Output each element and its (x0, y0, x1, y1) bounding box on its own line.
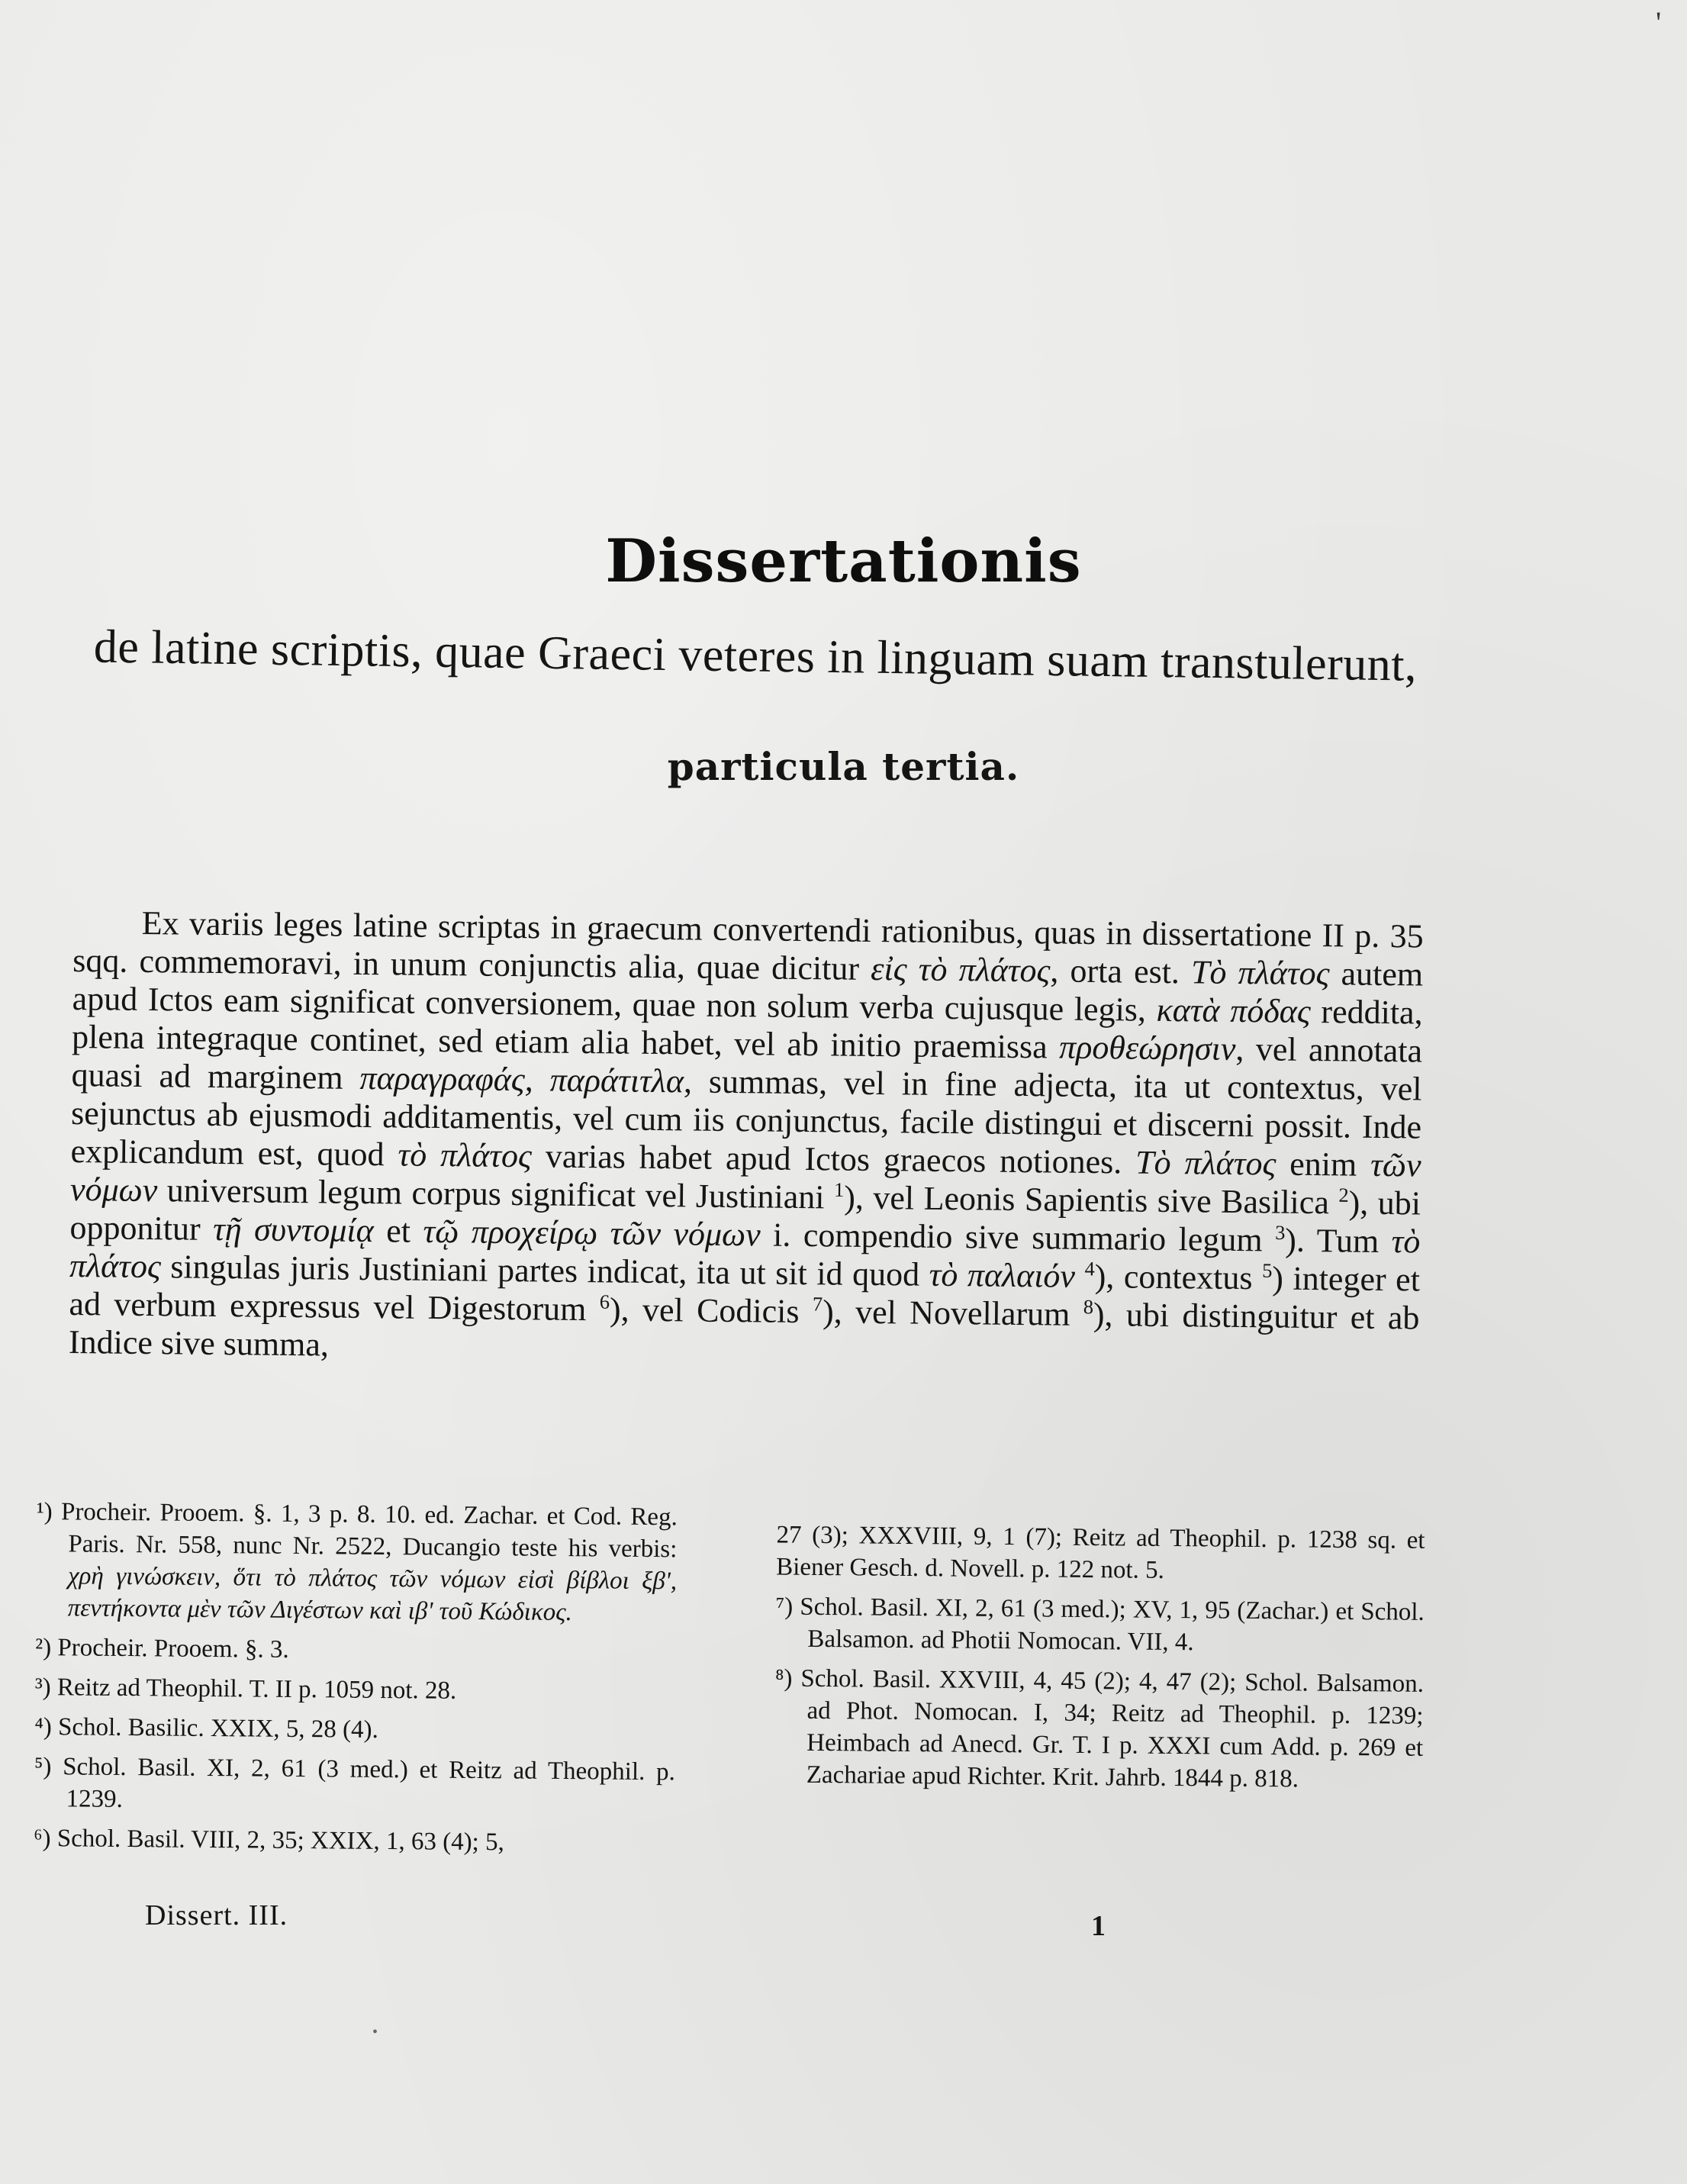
footnote-mark: ⁴) (34, 1712, 53, 1741)
text-run: singulas juris Justiniani partes indicat, ita ut sit id quod (170, 1248, 920, 1293)
signature-mark: Dissert. III. (145, 1899, 288, 1931)
text-run: , vel Leonis Sapientis sive Basilica (855, 1178, 1330, 1222)
greek-term: κατὰ πόδας (1156, 991, 1312, 1030)
footnote-mark: ⁷) (775, 1593, 794, 1621)
greek-term: τὸ πλάτος (69, 1222, 1421, 1286)
footnote-text: Schol. Basil. XI, 2, 61 (3 med.) et Reitz ad Theophil. p. 1239. (63, 1753, 676, 1813)
footnote-6-continued (776, 1519, 1425, 1588)
footnote-text: Procheir. Prooem. §. 1, 3 p. 8. 10. ed. Zachar. et Cod. Reg. Paris. Nr. 558, nunc Nr. 2522, Ducangio teste his verbis: (60, 1498, 678, 1564)
text-run: ), contextus (1094, 1258, 1253, 1297)
text-run: ), ubi opponitur (69, 1184, 1421, 1248)
text-run: ), ubi distinguitur et ab Indice sive summa, (68, 1296, 1420, 1364)
footnotes-right-column (774, 1502, 1425, 1873)
footnote-6 (34, 1822, 674, 1860)
text-run: autem apud Ictos eam significat conversionem, quae non solum verba cujusque legis, (72, 955, 1424, 1029)
footnotes (34, 1496, 1425, 1874)
footnote-text: Procheir. Prooem. §. 3. (57, 1634, 289, 1664)
footnotes-left-column (34, 1496, 678, 1867)
footnote-text: Schol. Basil. VIII, 2, 35; XXIX, 1, 63 (4); 5, (56, 1825, 504, 1857)
footnote-5 (34, 1751, 675, 1820)
footnote-8 (774, 1662, 1424, 1796)
text-run: reddita, plena integraque continet, sed etiam alia habet, vel ab initio praemissa (71, 993, 1423, 1066)
page-title: Dissertationis (605, 527, 1082, 596)
footnote-mark: ¹) (36, 1497, 53, 1526)
text-run: ), vel Codicis (609, 1290, 800, 1330)
footnote-2 (35, 1632, 676, 1669)
footnote-3 (35, 1671, 676, 1709)
footnote-4 (34, 1711, 675, 1748)
ink-speck: • (372, 2024, 378, 2041)
footnote-ref: 7 (812, 1292, 823, 1316)
text-run: et (385, 1212, 411, 1250)
text-run: enim (1289, 1145, 1357, 1184)
footnote-mark: ³) (34, 1673, 51, 1702)
greek-term: Τὸ πλάτος (1135, 1143, 1277, 1183)
footnote-text: Reitz ad Theophil. T. II p. 1059 not. 28. (56, 1673, 457, 1705)
text-run: ), vel Novellarum (822, 1293, 1070, 1333)
greek-term: τὸ πλάτος (398, 1135, 533, 1175)
footnote-mark: ⁶) (33, 1824, 51, 1853)
greek-term: Τὸ πλάτος (1190, 953, 1330, 993)
footnote-1 (36, 1496, 678, 1629)
footnote-ref: 2 (1338, 1183, 1349, 1206)
greek-term: τῇ συντομίᾳ (212, 1210, 375, 1250)
greek-term: τῶν νόμων (69, 1145, 1421, 1210)
text-run: ) integer et ad verbum expressus vel Digestorum (69, 1259, 1421, 1329)
main-paragraph: Ex variis leges latine scriptas in graecum convertendi rationibus, quas in dissertatione II p. 35 sqq. commemoravi, in unum conjunctis alia, quae dicitur εἰς τὸ πλάτος, orta est. Τὸ πλάτος autem apud Ictos eam significat conversionem, quae non solum verba cujusque legis, κατὰ πόδας reddita, plena integraque continet, sed etiam alia habet, vel ab initio praemissa προθεώρησιν, vel annotata quasi ad marginem παραγραφάς, παράτιτλα, summas, vel in fine adjecta, ita ut contextus, vel sejunctus ab ejusmodi additamentis, vel cum iis conjunctus, facile distingui et discerni possit. Inde explicandum est, quod τὸ πλάτος varias habet apud Ictos graecos notiones. Τὸ πλάτος enim τῶν νόμων universum legum corpus significat vel Justiniani $^1$), vel Leonis Sapientis sive Basilica $^2$), ubi opponitur τῇ συντομίᾳ et τῷ προχείρῳ τῶν νόμων i. compendio sive summario legum $^3$). Tum τὸ πλάτος singulas juris Justiniani partes indicat, ita ut sit id quod τὸ παλαιόν $^4$), contextus $^5$) integer et ad verbum expressus vel Digestorum $^6$), vel Codicis $^7$), vel Novellarum $^8$), ubi distinguitur et ab Indice sive summa, (68, 904, 1424, 1364)
footnote-ref: 6 (599, 1290, 610, 1313)
footnote-ref: 1 (833, 1177, 845, 1201)
greek-term: προθεώρησιν (1058, 1028, 1236, 1068)
text-run: , orta est. (1050, 952, 1180, 991)
footnote-text: 27 (3); XXXVIII, 9, 1 (7); Reitz ad Theophil. p. 1238 sq. et Biener Gesch. d. Novell. p. 122 not. 5. (776, 1521, 1425, 1584)
footnote-ref: 3 (1275, 1220, 1286, 1245)
section-heading: particula tertia. (667, 744, 1020, 789)
text-run: Ex variis leges latine scriptas in graecum convertendi rationibus, quas in dissertatione II p. 35 sqq. commemoravi, in unum conjunctis alia, quae dicitur (72, 904, 1424, 987)
footnote-mark: ⁵) (34, 1752, 52, 1781)
greek-term: εἰς τὸ πλάτος (870, 949, 1051, 990)
page-number: 1 (1091, 1910, 1106, 1942)
subtitle: de latine scriptis, quae Graeci veteres in linguam suam transtulerunt, (93, 620, 1418, 691)
corner-mark: ' (1656, 5, 1662, 40)
footnote-text: Schol. Basil. XI, 2, 61 (3 med.); XV, 1, 95 (Zachar.) et Schol. Balsamon. ad Photii Nomocan. VII, 4. (800, 1593, 1425, 1657)
footnote-ref: 5 (1262, 1258, 1273, 1282)
footnote-greek: χρὴ γινώσκειν, ὅτι τὸ πλάτος τῶν νόμων εἰσὶ βίβλοι ξβ', πεντήκοντα μὲν τῶν Διγέστων καὶ ιβ' τοῦ Κώδικος. (67, 1562, 678, 1627)
text-run: , vel annotata quasi ad marginem (71, 1029, 1423, 1097)
text-run: i. compendio sive summario legum (772, 1216, 1263, 1259)
footnote-mark: ⁸) (774, 1664, 793, 1693)
text-run: varias habet apud Ictos graecos notiones. (545, 1137, 1122, 1181)
footnote-ref: 4 (1084, 1257, 1096, 1280)
greek-term: τῷ προχείρῳ τῶν νόμων (423, 1212, 761, 1254)
footnote-7 (775, 1590, 1425, 1660)
footnote-text: Schol. Basil. XXVIII, 4, 45 (2); 4, 47 (2); Schol. Balsamon. ad Phot. Nomocan. I, 34; Reitz ad Theophil. p. 1239; Heimbach ad Anecd. Gr. T. I p. XXXI cum Add. p. 269 et Zachariae apud Richter. Krit. Jahrb. 1844 p. 818. (800, 1664, 1425, 1793)
footnote-ref: 8 (1083, 1295, 1094, 1319)
greek-term: τὸ παλαιόν (929, 1255, 1076, 1295)
footnote-text: Schol. Basilic. XXIX, 5, 28 (4). (57, 1713, 379, 1744)
greek-term: παραγραφάς, παράτιτλα (359, 1058, 684, 1100)
footnote-mark: ²) (35, 1633, 52, 1662)
text-run: , summas, vel in fine adjecta, ita ut contextus, vel sejunctus ab ejusmodi additamentis, vel cum iis conjunctus, facile distingui et discerni possit. Inde explicandum est, quod (70, 1062, 1422, 1174)
text-run: ). Tum (1285, 1221, 1380, 1260)
text-run: universum legum corpus significat vel Justiniani (166, 1171, 825, 1216)
